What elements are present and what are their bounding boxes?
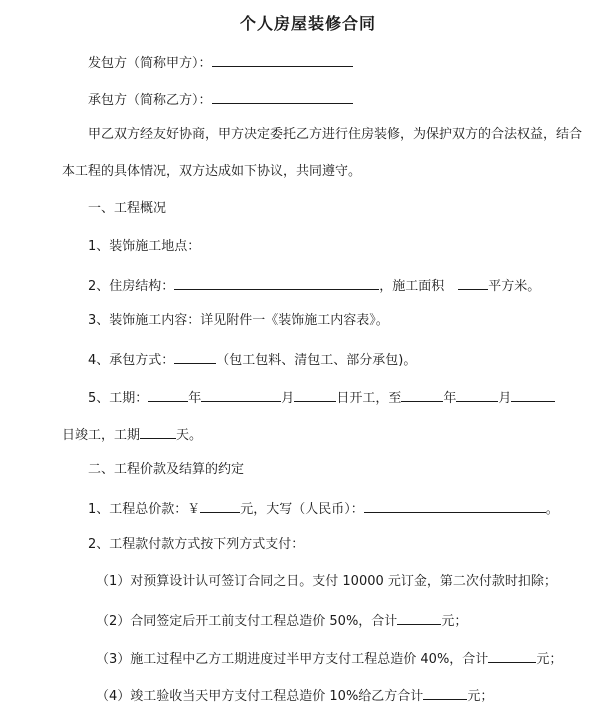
area-unit: 平方米。: [488, 279, 541, 294]
capital-end: 。: [545, 502, 559, 517]
payment-3-blank[interactable]: [488, 648, 536, 663]
party-a-blank[interactable]: [212, 52, 353, 67]
capital-label: 元，大写（人民币）：: [240, 502, 364, 517]
start-month-blank[interactable]: [201, 387, 281, 402]
payment-4-blank[interactable]: [423, 685, 467, 700]
payment-1: （1）对预算设计认可签订合同之日。支付 10000 元订金，第二次付款时扣除；: [96, 574, 557, 589]
start-year-blank[interactable]: [148, 387, 188, 402]
section1-item5-cont: [62, 424, 202, 445]
end-day-blank[interactable]: [511, 387, 555, 402]
section1-item5: [88, 387, 555, 408]
area-blank[interactable]: [458, 275, 488, 290]
end-month-unit: 月: [498, 391, 512, 406]
end-year-blank[interactable]: [401, 387, 443, 402]
payment-4-unit: 元；: [467, 689, 494, 704]
party-a-label: 发包方（简称甲方）：: [88, 56, 212, 71]
party-b-blank[interactable]: [212, 89, 353, 104]
section1-item3: 3、装饰施工内容：详见附件一《装饰施工内容表》。: [88, 313, 389, 328]
party-a-line: [88, 52, 353, 73]
contract-mode-label: 4、承包方式：: [88, 353, 175, 368]
payment-2-blank[interactable]: [397, 610, 441, 625]
finish-text: 日竣工，工期: [62, 428, 141, 443]
duration-unit: 天。: [176, 428, 203, 443]
document-title: 个人房屋装修合同: [239, 14, 376, 33]
end-month-blank[interactable]: [456, 387, 498, 402]
payment-4-text: （4）竣工验收当天甲方支付工程总造价 10%给乙方合计: [96, 689, 424, 704]
end-year-unit: 年: [443, 391, 457, 406]
structure-label: 2、住房结构：: [88, 279, 175, 294]
intro-line-1: 甲乙双方经友好协商，甲方决定委托乙方进行住房装修，为保护双方的合法权益，结合: [88, 127, 583, 142]
total-price-label: 1、工程总价款：￥: [88, 502, 201, 517]
area-label: ，施工面积: [379, 279, 445, 294]
start-month-unit: 月: [281, 391, 295, 406]
start-day-blank[interactable]: [294, 387, 336, 402]
payment-3-unit: 元；: [536, 652, 563, 667]
party-b-label: 承包方（简称乙方）：: [88, 93, 212, 108]
duration-blank[interactable]: [140, 424, 176, 439]
section1-item1: 1、装饰施工地点：: [88, 239, 201, 254]
payment-3: [96, 648, 562, 669]
payment-2-text: （2）合同签定后开工前支付工程总造价 50%，合计: [96, 614, 398, 629]
start-year-unit: 年: [188, 391, 202, 406]
total-price-blank[interactable]: [200, 498, 240, 513]
payment-4: [96, 685, 493, 706]
structure-blank[interactable]: [174, 275, 379, 290]
capital-blank[interactable]: [364, 498, 546, 513]
party-b-line: [88, 89, 353, 110]
payment-3-text: （3）施工过程中乙方工期进度过半甲方支付工程总造价 40%，合计: [96, 652, 489, 667]
period-label: 5、工期：: [88, 391, 149, 406]
payment-2-unit: 元；: [441, 614, 468, 629]
section1-heading: 一、工程概况: [88, 201, 167, 216]
section2-heading: 二、工程价款及结算的约定: [88, 462, 245, 477]
contract-mode-blank[interactable]: [174, 349, 216, 364]
intro-line-2: 本工程的具体情况，双方达成如下协议，共同遵守。: [62, 164, 362, 179]
start-text: 日开工，至: [336, 391, 402, 406]
contract-mode-options: （包工包料、清包工、部分承包)。: [216, 353, 417, 368]
payment-2: [96, 610, 467, 631]
section1-item4: [88, 349, 416, 370]
section2-item2: 2、工程款付款方式按下列方式支付：: [88, 537, 305, 552]
section2-item1: [88, 498, 559, 519]
section1-item2: [88, 275, 540, 296]
